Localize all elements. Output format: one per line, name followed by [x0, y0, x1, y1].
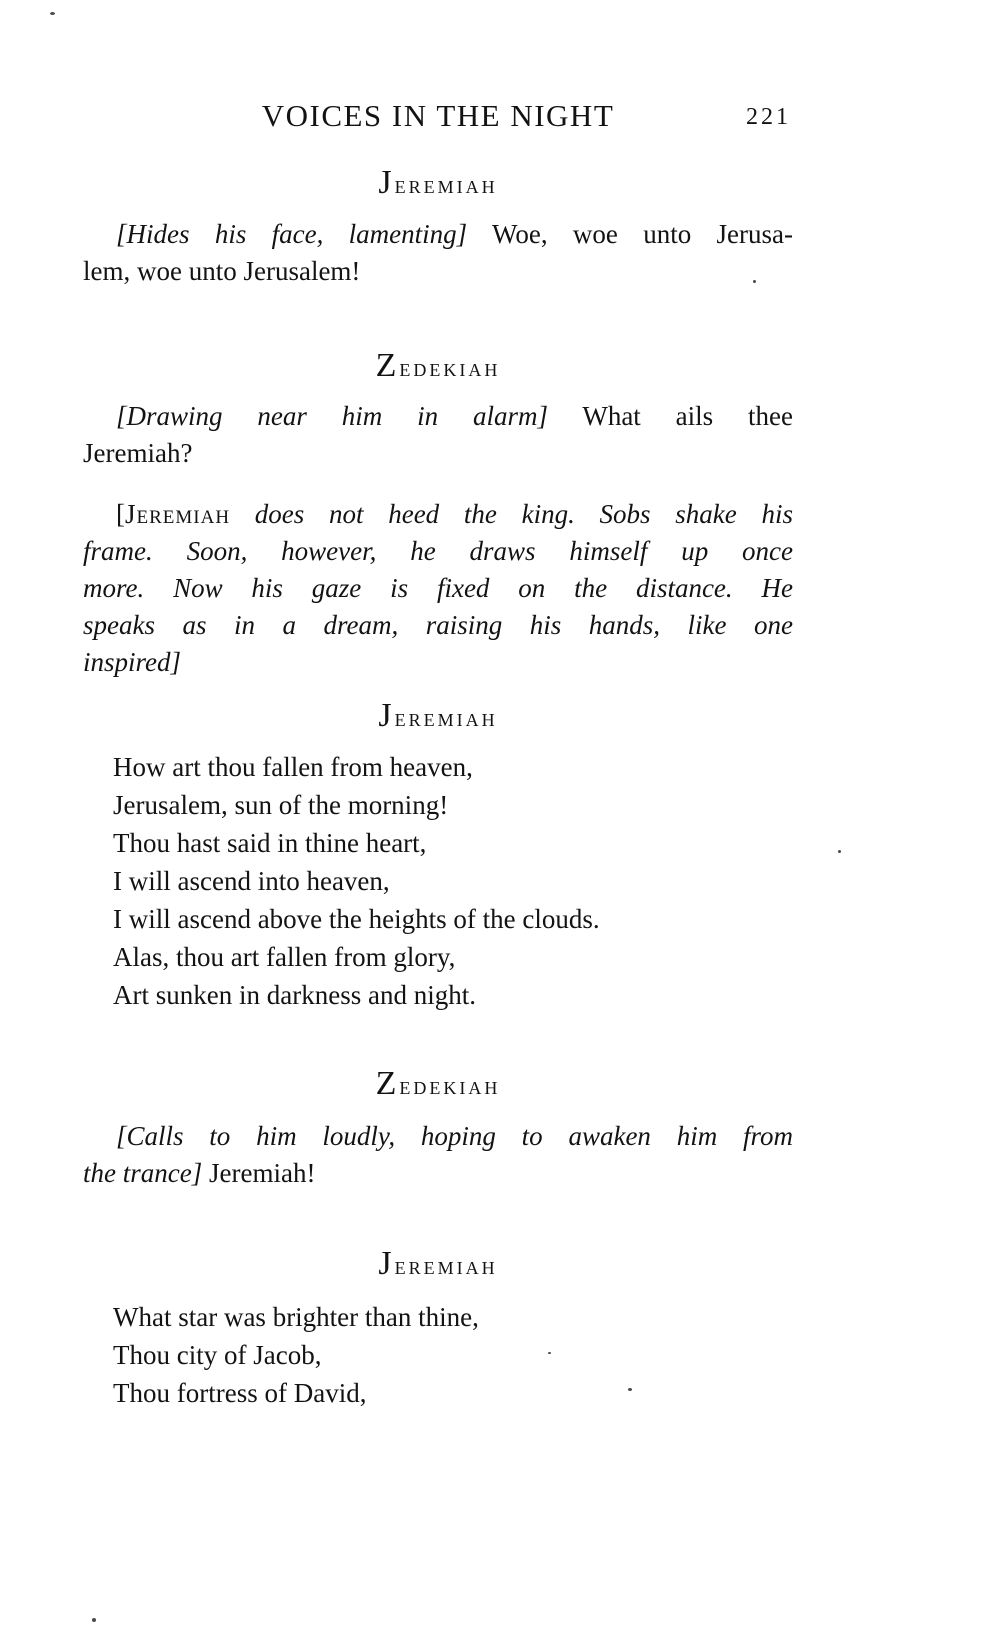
page-header — [83, 98, 793, 142]
text-line — [83, 496, 793, 533]
text-line: [Calls to him loudly, hoping to awaken him from — [116, 1121, 793, 1151]
speaker-heading-zedekiah-1: Zedekiah — [375, 347, 501, 384]
scan-speck — [753, 280, 756, 283]
verse-line: Thou city of Jacob, — [113, 1340, 322, 1370]
verse-line: How art thou fallen from heaven, — [113, 752, 473, 782]
verse-stanza-2 — [83, 1298, 793, 1412]
verse-line: Jerusalem, sun of the morning! — [113, 790, 449, 820]
speech-text: Woe, woe unto Jerusa- — [492, 219, 793, 249]
speech-text: Jeremiah! — [208, 1158, 316, 1188]
verse-line: Thou hast said in thine heart, — [113, 828, 427, 858]
text-line — [83, 398, 793, 435]
text-line: Jeremiah? — [83, 438, 193, 468]
speaker-heading-jeremiah-3: Jeremiah — [378, 1245, 498, 1282]
text-line: lem, woe unto Jerusalem! — [83, 256, 361, 286]
direction-text: does not heed the king. Sobs shake his — [254, 499, 793, 529]
text-line: more. Now his gaze is fixed on the distance. He — [83, 573, 793, 603]
speaker-heading-zedekiah-2: Zedekiah — [375, 1065, 501, 1102]
speaker-name-smallcaps: Jeremiah — [125, 499, 231, 529]
scan-speck — [92, 1618, 96, 1622]
speech-paragraph-2 — [83, 398, 793, 472]
stage-direction-block — [83, 496, 793, 681]
verse-stanza-1 — [83, 748, 793, 1014]
verse-line: I will ascend into heaven, — [113, 866, 390, 896]
speech-paragraph-1 — [83, 216, 793, 290]
verse-line: Thou fortress of David, — [113, 1378, 367, 1408]
text-line — [83, 1155, 793, 1192]
page-title: VOICES IN THE NIGHT — [261, 98, 615, 133]
scan-speck — [50, 12, 55, 15]
scan-speck — [548, 1352, 551, 1354]
speech-text: What ails thee — [582, 401, 793, 431]
speaker-heading-jeremiah-1: Jeremiah — [378, 164, 498, 201]
text-line — [83, 216, 793, 253]
inline-stage-direction: the trance] — [83, 1158, 203, 1188]
verse-line: What star was brighter than thine, — [113, 1302, 479, 1332]
text-line: speaks as in a dream, raising his hands, like one — [83, 610, 793, 640]
page-number: 221 — [746, 104, 791, 130]
speech-paragraph-3 — [83, 1118, 793, 1192]
text-line: frame. Soon, however, he draws himself up once — [83, 536, 793, 566]
inline-stage-direction: [Hides his face, lamenting] — [116, 219, 468, 249]
scan-speck — [628, 1388, 632, 1391]
open-bracket: [ — [116, 499, 125, 529]
speaker-heading-jeremiah-2: Jeremiah — [378, 697, 498, 734]
verse-line: Art sunken in darkness and night. — [113, 980, 476, 1010]
verse-line: I will ascend above the heights of the clouds. — [113, 904, 600, 934]
verse-line: Alas, thou art fallen from glory, — [113, 942, 456, 972]
scan-speck — [838, 850, 841, 853]
text-line: inspired] — [83, 647, 182, 677]
inline-stage-direction: [Drawing near him in alarm] — [116, 401, 548, 431]
